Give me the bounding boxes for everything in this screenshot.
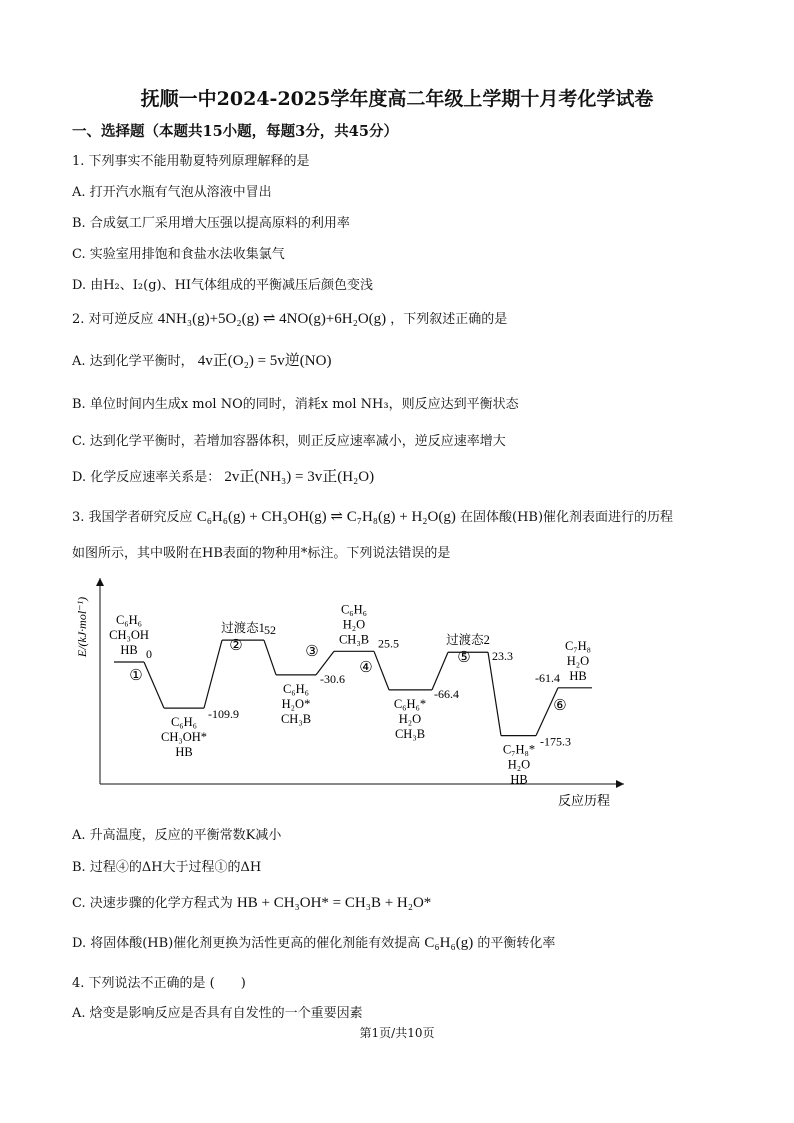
species-label: CH₃B — [338, 632, 370, 647]
energy-connector — [204, 640, 222, 708]
q4-stem: 4. 下列说法不正确的是 ( ) — [72, 976, 246, 991]
page-title: 抚顺一中2024-2025学年度高二年级上学期十月考化学试卷 — [140, 88, 654, 110]
energy-value-label: -66.4 — [434, 686, 459, 701]
q2-option-b: B. 单位时间内生成x mol NO的同时，消耗x mol NH₃，则反应达到平衡状态 — [72, 397, 519, 412]
chart-labels — [109, 602, 591, 786]
species-label: CH₃OH* — [160, 730, 208, 745]
q2-d-equation: 2v正(NH₃) = 3v正(H₂O) — [224, 469, 375, 485]
species-label: H₂O — [507, 757, 531, 772]
q3-d-text-post: 的平衡转化率 — [477, 936, 556, 951]
species-label: HB — [510, 772, 528, 787]
step-marker: ④ — [359, 660, 373, 676]
q2-a-text: A. 达到化学平衡时， — [72, 354, 194, 369]
species-label: C₆H₆ — [115, 613, 143, 627]
species-label: C₆H₆* — [393, 696, 427, 711]
q2-option-a — [72, 349, 331, 370]
species-label: CH₃OH — [109, 628, 149, 642]
x-axis-arrow — [616, 780, 624, 788]
q4-option-a: A. 焓变是影响反应是否具有自发性的一个重要因素 — [72, 1006, 363, 1021]
q3-option-c — [72, 892, 431, 912]
species-label: H₂O — [566, 653, 590, 668]
energy-value-label: 52 — [264, 623, 276, 638]
q3-stem-pre: 3. 我国学者研究反应 — [72, 510, 193, 525]
energy-connector — [144, 662, 164, 708]
q2-stem-pre: 2. 对可逆反应 — [72, 312, 154, 327]
q3-d-text: D. 将固体酸(HB)催化剂更换为活性更高的催化剂能有效提高 — [72, 936, 421, 951]
species-label: C₆H₆ — [340, 602, 368, 617]
section-heading: 一、选择题（本题共15小题，每题3分，共45分） — [72, 123, 398, 140]
q2-equation: 4NH₃(g)+5O₂(g) ⇌ 4NO(g)+6H₂O(g) — [157, 311, 387, 327]
q3-option-b: B. 过程④的ΔH大于过程①的ΔH — [72, 860, 262, 875]
q2-stem-post: ，下列叙述正确的是 — [390, 312, 508, 327]
q2-option-c: C. 达到化学平衡时，若增加容器体积，则正反应速率减小，逆反应速率增大 — [72, 434, 506, 449]
y-axis-label: E/(kJ·mol⁻¹) — [75, 596, 89, 658]
step-marker: ② — [229, 638, 243, 654]
energy-value-label: 23.3 — [492, 649, 513, 664]
energy-connector — [264, 640, 276, 675]
species-label: C₇H₈ — [564, 638, 592, 653]
species-label: C₆H₆ — [282, 681, 310, 696]
q3-c-equation: HB + CH₃OH* = CH₃B + H₂O* — [236, 895, 432, 911]
q3-stem-line2: 如图所示，其中吸附在HB表面的物种用*标注。下列说法错误的是 — [72, 546, 451, 561]
species-label: CH₃B — [280, 711, 312, 726]
species-label: HB — [569, 668, 587, 683]
species-label: CH₃B — [394, 726, 426, 741]
q3-stem — [72, 506, 673, 526]
species-label: HB — [120, 643, 138, 657]
step-marker: ① — [129, 668, 143, 684]
q3-c-text: C. 决速步骤的化学方程式为 — [72, 896, 233, 911]
y-axis-arrow — [96, 578, 104, 586]
q2-option-d — [72, 465, 374, 486]
energy-value-label: 0 — [146, 647, 152, 661]
energy-value-label: -175.3 — [540, 734, 571, 749]
x-axis-label: 反应历程 — [557, 793, 611, 808]
q1-option-b: B. 合成氨工厂采用增大压强以提高原料的利用率 — [72, 216, 350, 231]
species-label: C₆H₆ — [170, 715, 198, 730]
q1-option-a: A. 打开汽水瓶有气泡从溶液中冒出 — [72, 185, 272, 200]
energy-connector — [488, 652, 501, 735]
step-marker: ③ — [305, 644, 319, 660]
energy-value-label: -30.6 — [320, 671, 345, 686]
q2-a-equation: 4v正(O₂) = 5v逆(NO) — [197, 353, 332, 369]
energy-connector — [374, 651, 389, 690]
q2-stem — [72, 308, 507, 328]
species-label: H₂O* — [281, 696, 311, 711]
energy-value-label: 25.5 — [378, 636, 399, 651]
species-label: H₂O — [398, 711, 422, 726]
species-label: H₂O — [342, 617, 366, 632]
q3-option-a: A. 升高温度，反应的平衡常数K减小 — [72, 828, 282, 843]
q3-d-equation: C₆H₆(g) — [424, 935, 474, 951]
q1-stem: 1. 下列事实不能用勒夏特列原理解释的是 — [72, 154, 310, 169]
q3-option-d — [72, 932, 555, 952]
species-label: 过渡态2 — [446, 633, 490, 648]
step-marker: ⑤ — [457, 650, 471, 666]
species-label: 过渡态1 — [221, 621, 265, 636]
energy-connector — [432, 652, 448, 690]
species-label: HB — [175, 745, 193, 760]
species-label: C₇H₈* — [502, 742, 536, 757]
q1-option-d: D. 由H₂、I₂(g)、HI气体组成的平衡减压后颜色变浅 — [72, 278, 374, 293]
q3-equation: C₆H₆(g) + CH₃OH(g) ⇌ C₇H₈(g) + H₂O(g) — [196, 509, 456, 525]
step-marker: ⑥ — [553, 698, 567, 714]
q1-option-c: C. 实验室用排饱和食盐水法收集氯气 — [72, 247, 285, 262]
energy-value-label: -61.4 — [535, 670, 560, 685]
q2-d-text: D. 化学反应速率关系是： — [72, 470, 221, 485]
energy-value-label: -109.9 — [208, 707, 239, 722]
energy-profile-chart — [64, 572, 634, 812]
q3-stem-post: 在固体酸(HB)催化剂表面进行的历程 — [460, 510, 674, 525]
page-footer: 第1页/共10页 — [359, 1026, 435, 1040]
